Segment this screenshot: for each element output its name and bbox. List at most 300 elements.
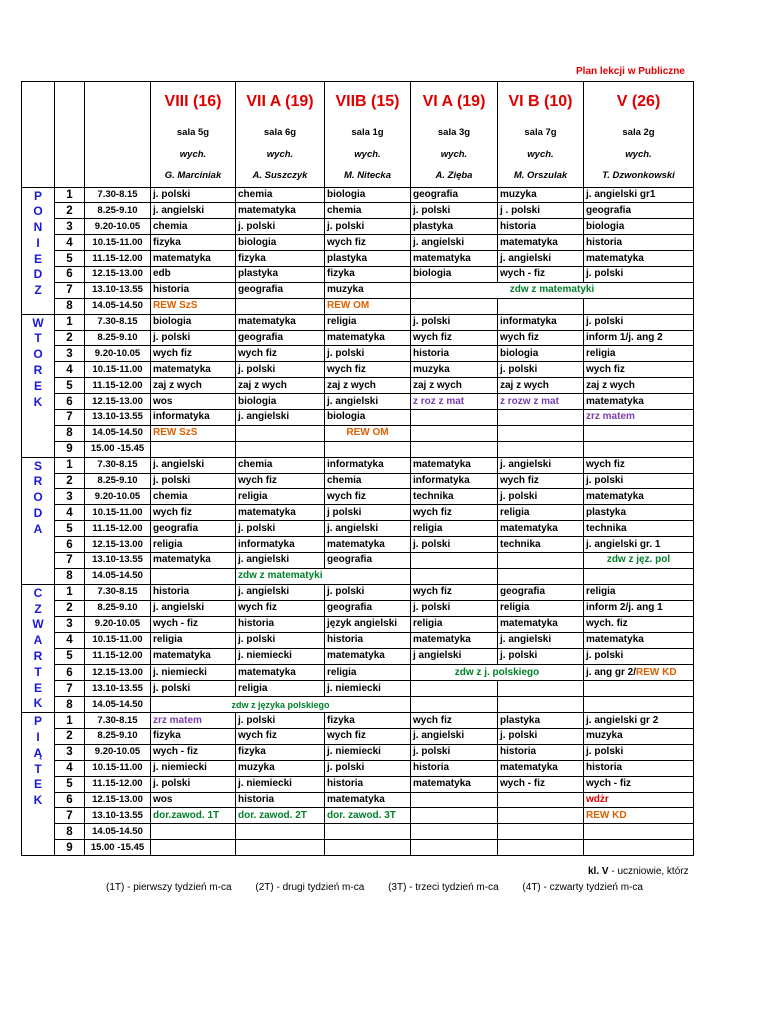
lesson-cell [584, 537, 694, 553]
class-role: wych. [179, 148, 207, 160]
lesson-cell [584, 203, 694, 219]
lesson-subject: wych fiz [413, 714, 452, 726]
lesson-row [22, 251, 694, 267]
lesson-subject: religia [327, 316, 357, 328]
class-info [325, 122, 411, 187]
lesson-cell [325, 425, 411, 441]
day-letter: P [33, 188, 42, 203]
lesson-cell [584, 473, 694, 489]
lesson-subject: matematyka [238, 316, 296, 328]
lesson-subject: plastyka [586, 506, 627, 518]
lesson-subject: matematyka [153, 554, 211, 566]
lesson-cell [584, 251, 694, 267]
lesson-cell [236, 681, 325, 697]
lesson-subject: j. angielski [327, 395, 379, 407]
lesson-number: 5 [55, 776, 85, 792]
lesson-subject: matematyka [327, 538, 385, 550]
lesson-cell [584, 409, 694, 425]
lesson-cell [325, 521, 411, 537]
lesson-subject: biologia [238, 236, 277, 248]
lesson-cell [151, 251, 236, 267]
lesson-subject: biologia [500, 347, 539, 359]
lesson-subject: matematyka [327, 650, 385, 662]
lesson-cell [584, 266, 694, 282]
lesson-cell [325, 457, 411, 473]
lesson-subject: wych fiz [238, 347, 277, 359]
lesson-cell [151, 425, 236, 441]
lesson-cell [325, 346, 411, 362]
lesson-cell [498, 537, 584, 553]
lesson-row [22, 776, 694, 792]
lesson-subject: inform 2/j. ang 1 [586, 602, 663, 614]
lesson-cell [498, 697, 584, 713]
legend-item-4t: (4T) - czwarty tydzień m-ca [522, 882, 643, 893]
lesson-cell [151, 409, 236, 425]
lesson-subject: historia [153, 284, 190, 296]
lesson-cell [411, 394, 498, 410]
lesson-subject: religia [327, 666, 357, 678]
schedule-header [22, 82, 694, 188]
lesson-time: 10.15-11.00 [85, 505, 151, 521]
lesson-cell [236, 584, 325, 600]
lesson-subject: fizyka [153, 236, 181, 248]
lesson-cell [151, 266, 236, 282]
lesson-cell [584, 681, 694, 697]
lesson-number: 4 [55, 505, 85, 521]
lesson-cell [584, 760, 694, 776]
lesson-subject: zaj z wych [500, 379, 549, 391]
lesson-row [22, 441, 694, 457]
lesson-subject: religia [153, 538, 183, 550]
lesson-number: 7 [55, 282, 85, 298]
lesson-cell [411, 282, 694, 298]
lesson-subject: j. angielski [500, 252, 552, 264]
lesson-cell [411, 697, 498, 713]
lesson-row [22, 346, 694, 362]
lesson-subject: religia [586, 586, 616, 598]
day-label [22, 584, 55, 712]
lesson-subject: technika [500, 538, 541, 550]
lesson-cell [498, 378, 584, 394]
lesson-subject: geografia [238, 284, 284, 296]
lesson-number: 4 [55, 632, 85, 648]
lesson-time: 8.25-9.10 [85, 600, 151, 616]
lesson-subject: religia [586, 347, 616, 359]
lesson-row [22, 713, 694, 729]
lesson-cell [236, 537, 325, 553]
lesson-cell [584, 600, 694, 616]
lesson-cell [584, 314, 694, 330]
lesson-subject: dor. zawod. 3T [327, 809, 396, 821]
legend-item-3t: (3T) - trzeci tydzień m-ca [388, 882, 499, 893]
class-room: sala 7g [524, 127, 557, 138]
lesson-subject: zaj z wych [238, 379, 287, 391]
lesson-cell [236, 187, 325, 203]
class-info [584, 122, 694, 187]
lesson-cell [411, 792, 498, 808]
lesson-subject: j. polski [500, 650, 538, 662]
lesson-subject: j. niemiecki [238, 650, 292, 662]
lesson-subject: wych fiz [586, 363, 625, 375]
day-letter: Ą [33, 745, 43, 760]
lesson-row [22, 521, 694, 537]
lesson-cell [151, 203, 236, 219]
lesson-cell [498, 219, 584, 235]
lesson-cell [498, 505, 584, 521]
lesson-cell [325, 744, 411, 760]
lesson-subject: wych fiz [413, 331, 452, 343]
lesson-cell [325, 187, 411, 203]
lesson-cell [325, 235, 411, 251]
lesson-cell [411, 219, 498, 235]
lesson-subject: j. ang gr 2/ [586, 666, 637, 678]
lesson-subject: chemia [153, 490, 188, 502]
lesson-cell [411, 425, 498, 441]
lesson-cell [498, 840, 584, 856]
lesson-row [22, 681, 694, 697]
lesson-time: 9.20-10.05 [85, 744, 151, 760]
lesson-cell [411, 235, 498, 251]
lesson-subject: REW OM [346, 427, 389, 439]
lesson-subject: j. polski [153, 778, 191, 790]
time-col-header [85, 82, 151, 188]
lesson-cell [498, 776, 584, 792]
schedule-body [22, 187, 694, 856]
lesson-cell [325, 760, 411, 776]
lesson-subject: j. angielski [153, 602, 205, 614]
lesson-cell [584, 330, 694, 346]
lesson-subject: informatyka [500, 316, 557, 328]
lesson-subject: matematyka [500, 522, 558, 534]
lesson-subject: muzyka [238, 762, 275, 774]
day-label [22, 314, 55, 457]
class-role: wych. [625, 148, 652, 160]
day-letter: A [33, 633, 43, 648]
lesson-cell [151, 505, 236, 521]
lesson-time: 11.15-12.00 [85, 521, 151, 537]
footnote-bold: kl. V [588, 866, 609, 877]
lesson-subject: historia [500, 746, 537, 758]
footnote-rest: - uczniowie, którz [608, 866, 689, 877]
lesson-cell [236, 568, 411, 584]
lesson-time: 14.05-14.50 [85, 425, 151, 441]
lesson-cell [151, 792, 236, 808]
lesson-cell [236, 235, 325, 251]
lesson-cell [411, 489, 498, 505]
lesson-subject: biologia [586, 220, 625, 232]
lesson-time: 14.05-14.50 [85, 298, 151, 314]
lesson-number: 7 [55, 552, 85, 568]
lesson-subject: zrz matem [153, 714, 202, 726]
lesson-cell [325, 537, 411, 553]
lesson-cell [498, 362, 584, 378]
day-letter: W [32, 315, 44, 330]
lesson-subject: wych - fiz [153, 746, 199, 758]
lesson-cell [236, 713, 325, 729]
lesson-cell [411, 840, 498, 856]
lesson-cell [151, 840, 236, 856]
lesson-subject: j. niemiecki [327, 746, 381, 758]
lesson-subject: j. niemiecki [153, 666, 207, 678]
lesson-cell [325, 729, 411, 745]
lesson-cell [236, 409, 325, 425]
lesson-cell [325, 713, 411, 729]
lesson-time: 9.20-10.05 [85, 346, 151, 362]
lesson-cell [411, 632, 498, 648]
lesson-cell [411, 760, 498, 776]
lesson-subject: wych fiz [327, 730, 366, 742]
lesson-time: 12.15-13.00 [85, 537, 151, 553]
lesson-subject: historia [153, 586, 190, 598]
lesson-cell [498, 632, 584, 648]
lesson-cell [236, 330, 325, 346]
lesson-cell [584, 457, 694, 473]
lesson-row [22, 505, 694, 521]
lesson-subject: chemia [153, 220, 188, 232]
lesson-cell [411, 441, 498, 457]
lesson-subject: j. polski [500, 363, 538, 375]
lesson-subject: historia [238, 618, 275, 630]
lesson-cell [151, 378, 236, 394]
lesson-cell [584, 378, 694, 394]
lesson-time: 9.20-10.05 [85, 616, 151, 632]
lesson-subject: j. angielski [500, 634, 552, 646]
lesson-cell [236, 808, 325, 824]
lesson-cell [236, 489, 325, 505]
lesson-cell [236, 760, 325, 776]
lesson-subject: matematyka [413, 252, 471, 264]
lesson-number: 5 [55, 251, 85, 267]
lesson-subject: matematyka [413, 459, 471, 471]
lesson-row [22, 298, 694, 314]
lesson-subject: wych - fiz [500, 268, 546, 280]
day-letter: R [33, 474, 43, 489]
lesson-subject: wych fiz [238, 730, 277, 742]
class-header: VIIB (15) [325, 82, 411, 123]
lesson-subject: fizyka [327, 714, 355, 726]
day-letter: T [34, 761, 42, 776]
lesson-subject: j. polski [153, 474, 191, 486]
day-letter: A [33, 521, 43, 536]
lesson-cell [236, 362, 325, 378]
lesson-number: 8 [55, 697, 85, 713]
legend [106, 882, 664, 893]
lesson-cell [325, 473, 411, 489]
lesson-number: 3 [55, 616, 85, 632]
lesson-number: 2 [55, 203, 85, 219]
lesson-cell [498, 251, 584, 267]
lesson-cell [411, 505, 498, 521]
lesson-cell [236, 251, 325, 267]
lesson-cell [236, 665, 325, 681]
lesson-row [22, 792, 694, 808]
lesson-cell [584, 187, 694, 203]
lesson-cell [498, 394, 584, 410]
lesson-cell [151, 776, 236, 792]
lesson-subject: j. angielski [238, 586, 290, 598]
lesson-subject: zdw z j. polskiego [454, 666, 540, 678]
lesson-row [22, 665, 694, 681]
lesson-subject: informatyka [413, 474, 470, 486]
lesson-row [22, 760, 694, 776]
lesson-cell [584, 697, 694, 713]
lesson-number: 8 [55, 568, 85, 584]
day-letter: E [33, 777, 42, 792]
lesson-cell [151, 441, 236, 457]
lesson-cell [325, 489, 411, 505]
lesson-cell [151, 298, 236, 314]
lesson-subject: technika [413, 490, 454, 502]
lesson-cell [151, 187, 236, 203]
lesson-number: 3 [55, 489, 85, 505]
lesson-time: 7.30-8.15 [85, 314, 151, 330]
lesson-subject: j. polski [153, 188, 191, 200]
lesson-subject: informatyka [238, 538, 295, 550]
lesson-subject: j. polski [413, 204, 451, 216]
lesson-time: 15.00 -15.45 [85, 441, 151, 457]
lesson-cell [325, 251, 411, 267]
lesson-subject: matematyka [238, 506, 296, 518]
lesson-subject: wych - fiz [500, 778, 546, 790]
lesson-cell [325, 394, 411, 410]
lesson-subject: wych fiz [500, 331, 539, 343]
class-role: wych. [354, 148, 381, 160]
lesson-subject: j polski [327, 506, 362, 518]
lesson-cell [411, 409, 498, 425]
class-room: sala 6g [263, 127, 297, 138]
lesson-cell [411, 298, 498, 314]
lesson-time: 14.05-14.50 [85, 697, 151, 713]
lesson-cell [151, 681, 236, 697]
day-letter: K [33, 394, 43, 409]
lesson-cell [411, 681, 498, 697]
lesson-time: 10.15-11.00 [85, 235, 151, 251]
lesson-cell [236, 600, 325, 616]
lesson-time: 14.05-14.50 [85, 824, 151, 840]
lesson-cell [584, 552, 694, 568]
lesson-cell [584, 648, 694, 664]
class-room: sala 5g [176, 127, 210, 138]
lesson-subject: informatyka [153, 411, 210, 423]
lesson-subject: matematyka [413, 778, 471, 790]
lesson-number: 8 [55, 298, 85, 314]
lesson-number: 2 [55, 600, 85, 616]
lesson-subject: wych fiz [413, 586, 452, 598]
lesson-number: 1 [55, 314, 85, 330]
day-letter: R [33, 363, 43, 378]
lesson-cell [325, 378, 411, 394]
lesson-cell [411, 251, 498, 267]
lesson-subject: j. niemiecki [153, 762, 207, 774]
lesson-cell [151, 473, 236, 489]
class-header: V (26) [584, 82, 694, 123]
lesson-subject: j. angielski [327, 522, 379, 534]
lesson-subject: j. polski [238, 363, 276, 375]
day-letter: P [33, 714, 42, 729]
lesson-cell [325, 665, 411, 681]
lesson-subject: biologia [153, 316, 192, 328]
lesson-subject: zrz matem [586, 411, 635, 423]
lesson-cell [498, 346, 584, 362]
lesson-number: 8 [55, 425, 85, 441]
lesson-subject: biologia [327, 411, 366, 423]
lesson-cell [411, 824, 498, 840]
lesson-subject: plastyka [413, 220, 454, 232]
lesson-subject: historia [413, 762, 450, 774]
day-col-header [22, 82, 55, 188]
lesson-subject: muzyka [586, 730, 623, 742]
lesson-cell [498, 330, 584, 346]
lesson-subject: matematyka [586, 395, 644, 407]
lesson-subject: j. angielski [500, 459, 552, 471]
lesson-subject: geografia [413, 188, 459, 200]
lesson-number: 3 [55, 219, 85, 235]
lesson-row [22, 314, 694, 330]
lesson-cell [411, 266, 498, 282]
lesson-cell [498, 473, 584, 489]
lesson-subject: geografia [238, 331, 284, 343]
lesson-subject: matematyka [413, 634, 471, 646]
lesson-row [22, 568, 694, 584]
lesson-cell [411, 473, 498, 489]
lesson-subject: plastyka [500, 714, 541, 726]
lesson-row [22, 616, 694, 632]
lesson-subject: religia [413, 618, 443, 630]
lesson-number: 1 [55, 457, 85, 473]
lesson-number: 2 [55, 473, 85, 489]
lesson-subject: matematyka [327, 331, 385, 343]
lesson-cell [411, 346, 498, 362]
lesson-subject: matematyka [586, 252, 644, 264]
lesson-subject: j. polski [413, 316, 451, 328]
day-letter: T [34, 664, 42, 679]
lesson-cell [151, 282, 236, 298]
lesson-subject: j. angielski gr 2 [586, 714, 659, 726]
lesson-time: 12.15-13.00 [85, 792, 151, 808]
lesson-subject: religia [500, 506, 530, 518]
lesson-cell [498, 521, 584, 537]
lesson-subject: historia [500, 220, 537, 232]
lesson-cell [584, 665, 694, 681]
lesson-cell [236, 203, 325, 219]
lesson-subject: matematyka [153, 252, 211, 264]
lesson-subject: j. polski [586, 474, 624, 486]
lesson-cell [151, 521, 236, 537]
lesson-subject: matematyka [153, 363, 211, 375]
lesson-subject: j. polski [238, 634, 276, 646]
day-label [22, 187, 55, 314]
lesson-cell [411, 187, 498, 203]
lesson-cell [584, 729, 694, 745]
lesson-row [22, 425, 694, 441]
lesson-time: 11.15-12.00 [85, 776, 151, 792]
day-letter: S [33, 458, 42, 473]
lesson-subject: j. polski [413, 746, 451, 758]
lesson-subject: z roz z mat [413, 395, 465, 407]
lesson-subject: REW SzS [153, 300, 198, 312]
lesson-cell [151, 219, 236, 235]
class-teacher: T. Dzwonkowski [602, 170, 675, 181]
legend-item-1t: (1T) - pierwszy tydzień m-ca [106, 882, 232, 893]
lesson-cell [584, 362, 694, 378]
lesson-number: 7 [55, 808, 85, 824]
lesson-time: 11.15-12.00 [85, 648, 151, 664]
lesson-cell [584, 792, 694, 808]
lesson-cell [151, 616, 236, 632]
lesson-cell [151, 665, 236, 681]
lesson-cell [151, 537, 236, 553]
lesson-row [22, 824, 694, 840]
